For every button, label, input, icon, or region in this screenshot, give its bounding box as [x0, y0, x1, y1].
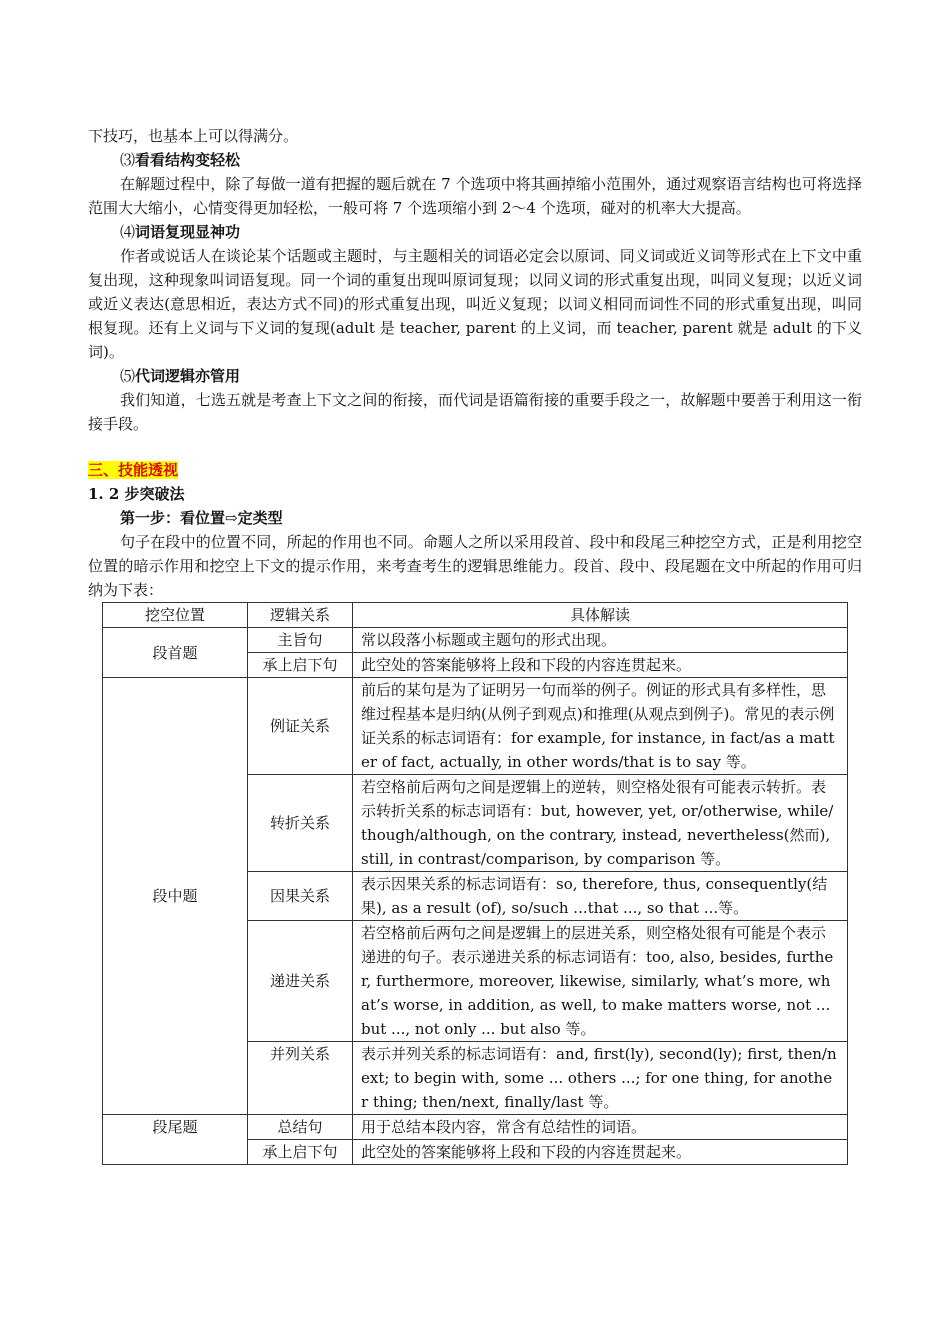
detail-cell: 此空处的答案能够将上段和下段的内容连贯起来。 — [353, 1140, 848, 1165]
intro-tail: 下技巧，也基本上可以得满分。 — [88, 127, 299, 145]
detail-cell: 若空格前后两句之间是逻辑上的层进关系，则空格处很有可能是个表示递进的句子。表示递进关系的标志词语有：too, also, besides, further, furthermore, moreover, likewise, similarly, what’s more, what’s worse, in addition, as well, to make matters worse, not ... but ..., not only ... but also 等。 — [353, 921, 848, 1042]
table-row — [103, 628, 848, 653]
detail-cell: 表示因果关系的标志词语有：so, therefore, thus, consequently(结果), as a result (of), so/such ...that ..., so that ...等。 — [353, 872, 848, 921]
tip3-number: ⑶ — [120, 151, 136, 169]
position-cell: 段首题 — [103, 628, 248, 678]
method-subheading: 1. 2 步突破法 — [88, 485, 185, 503]
tip5-title: 代词逻辑亦管用 — [135, 367, 241, 385]
table-row — [103, 678, 848, 775]
step1-heading: 第一步：看位置⇨定类型 — [120, 509, 283, 527]
table-row — [103, 1115, 848, 1140]
relation-cell: 主旨句 — [248, 628, 353, 653]
section-heading — [88, 458, 862, 482]
document-page — [88, 124, 862, 1165]
section-heading-text: 三、技能透视 — [88, 461, 179, 479]
detail-cell: 若空格前后两句之间是逻辑上的逆转，则空格处很有可能表示转折。表示转折关系的标志词语有：but, however, yet, or/otherwise, while/though/although, on the contrary, instead, nevertheless(然而), still, in contrast/comparison, by comparison 等。 — [353, 775, 848, 872]
relation-cell: 承上启下句 — [248, 1140, 353, 1165]
table-header-row — [103, 603, 848, 628]
relation-cell: 承上启下句 — [248, 653, 353, 678]
detail-cell: 表示并列关系的标志词语有：and, first(ly), second(ly); first, then/next; to begin with, some ... others ...; for one thing, for another thing; then/next, finally/last 等。 — [353, 1042, 848, 1115]
tip3-heading — [120, 148, 862, 172]
tip5-number: ⑸ — [120, 367, 136, 385]
detail-cell: 此空处的答案能够将上段和下段的内容连贯起来。 — [353, 653, 848, 678]
tip3-title: 看看结构变轻松 — [135, 151, 241, 169]
detail-cell: 前后的某句是为了证明另一句而举的例子。例证的形式具有多样性，思维过程基本是归纳(从例子到观点)和推理(从观点到例子)。常见的表示例证关系的标志词语有：for example, for instance, in fact/as a matter of fact, actually, in other words/that is to say 等。 — [353, 678, 848, 775]
position-logic-table — [102, 602, 848, 1165]
tip5-body: 我们知道，七选五就是考查上下文之间的衔接，而代词是语篇衔接的重要手段之一，故解题中要善于利用这一衔接手段。 — [88, 391, 862, 433]
header-detail: 具体解读 — [353, 603, 848, 628]
relation-cell: 因果关系 — [248, 872, 353, 921]
detail-cell: 常以段落小标题或主题句的形式出现。 — [353, 628, 848, 653]
tip4-title: 词语复现显神功 — [135, 223, 241, 241]
tip4-heading — [120, 220, 862, 244]
step1-body: 句子在段中的位置不同，所起的作用也不同。命题人之所以采用段首、段中和段尾三种挖空方式，正是利用挖空位置的暗示作用和挖空上下文的提示作用，来考查考生的逻辑思维能力。段首、段中、段尾题在文中所起的作用可归纳为下表： — [88, 533, 862, 599]
detail-cell: 用于总结本段内容，常含有总结性的词语。 — [353, 1115, 848, 1140]
relation-cell: 转折关系 — [248, 775, 353, 872]
relation-cell: 例证关系 — [248, 678, 353, 775]
tip4-number: ⑷ — [120, 223, 136, 241]
relation-cell: 总结句 — [248, 1115, 353, 1140]
relation-cell: 递进关系 — [248, 921, 353, 1042]
tip4-body: 作者或说话人在谈论某个话题或主题时，与主题相关的词语必定会以原词、同义词或近义词等形式在上下文中重复出现，这种现象叫词语复现。同一个词的重复出现叫原词复现；以同义词的形式重复出现，叫同义复现；以近义词或近义表达(意思相近，表达方式不同)的形式重复出现，叫近义复现；以词义相同而词性不同的形式重复出现，叫同根复现。还有上义词与下义词的复现(adult 是 teacher, parent 的上义词，而 teacher, parent 就是 adult 的下义词)。 — [88, 247, 862, 361]
relation-cell: 并列关系 — [248, 1042, 353, 1115]
position-cell: 段中题 — [103, 678, 248, 1115]
header-position: 挖空位置 — [103, 603, 248, 628]
tip5-heading — [120, 364, 862, 388]
tip3-body: 在解题过程中，除了每做一道有把握的题后就在 7 个选项中将其画掉缩小范围外，通过观察语言结构也可将选择范围大大缩小，心情变得更加轻松，一般可将 7 个选项缩小到 2～4 个选项，碰对的机率大大提高。 — [88, 175, 862, 217]
header-relation: 逻辑关系 — [248, 603, 353, 628]
position-cell: 段尾题 — [103, 1115, 248, 1165]
